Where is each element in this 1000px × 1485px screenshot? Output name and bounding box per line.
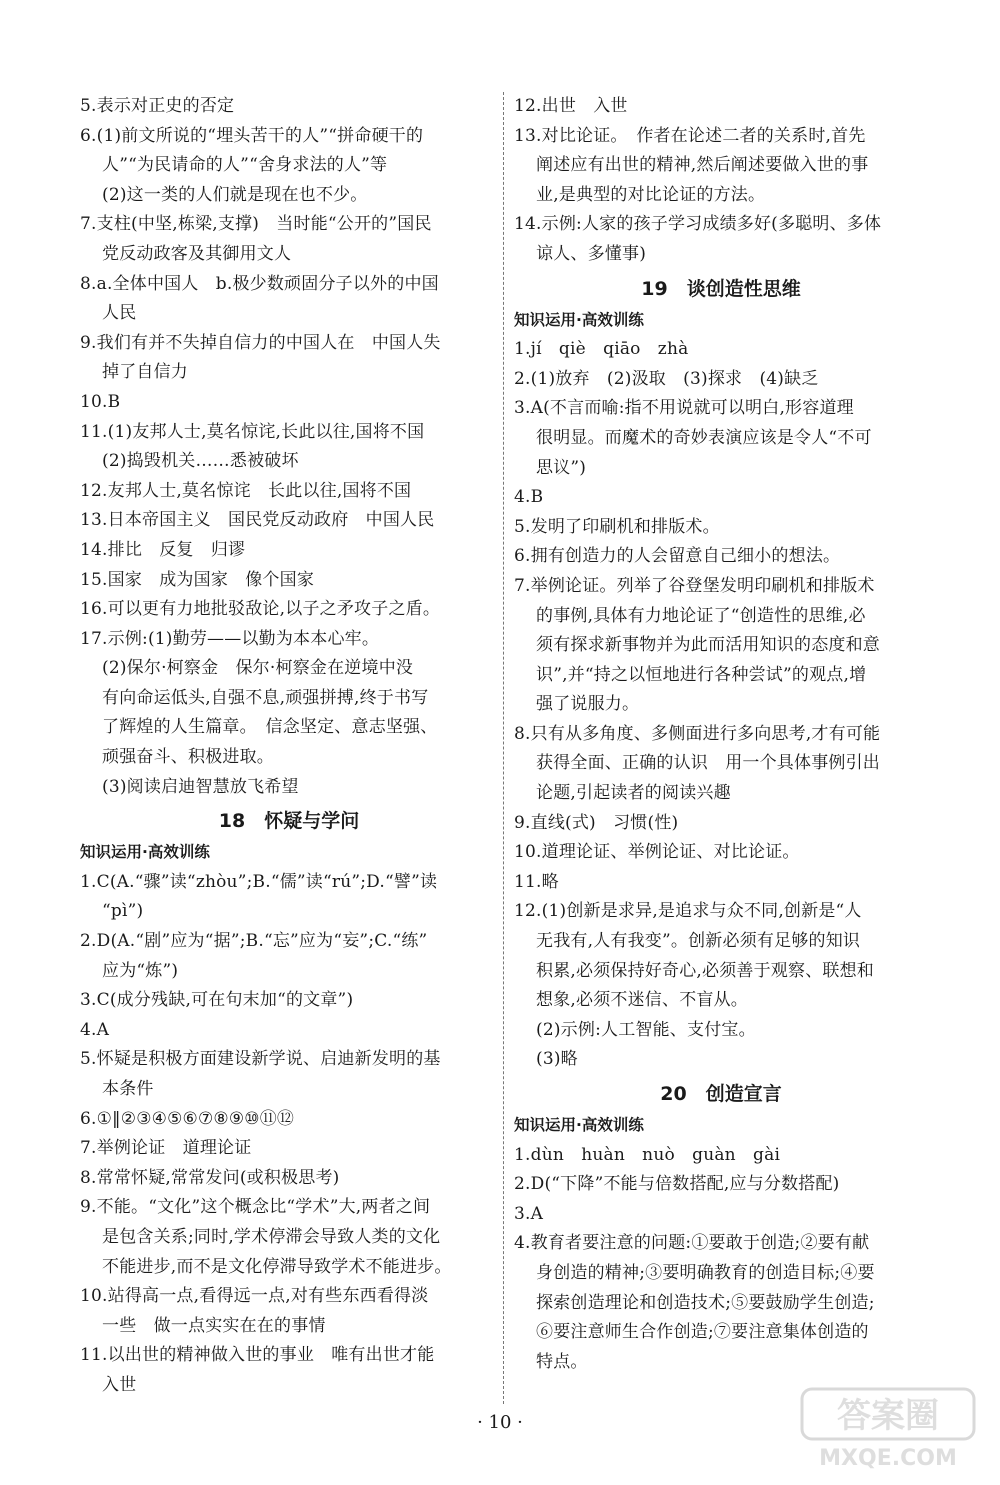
answer-line: 4.A [80, 1019, 110, 1040]
answer-line: 11.以出世的精神做入世的事业 唯有出世才能 [80, 1345, 435, 1366]
answer-line: 1.jí qiè qiāo zhà [514, 339, 689, 360]
answer-line: 14.排比 反复 归谬 [80, 539, 246, 560]
answer-line: 强了说服力。 [536, 694, 640, 715]
answer-line: 5.怀疑是积极方面建设新学说、启迪新发明的基 [80, 1049, 441, 1070]
watermark-bottom: MXQE.COM [819, 1446, 957, 1471]
answer-line: 14.示例:人家的孩子学习成绩多好(多聪明、多体 [514, 214, 882, 235]
answer-line: “pì”) [102, 901, 144, 922]
page-number: · 10 · [477, 1412, 523, 1433]
answer-line: 9.我们有并不失掉自信力的中国人在 中国人失 [80, 332, 441, 353]
section-subheading: 知识运用·高效训练 [80, 843, 210, 862]
answer-line: 7.举例论证 道理论证 [80, 1138, 252, 1159]
answer-line: 是包含关系;同时,学术停滞会导致人类的文化 [102, 1226, 441, 1247]
answer-line: 2.(1)放弃 (2)汲取 (3)探求 (4)缺乏 [514, 368, 819, 389]
answer-line: 16.可以更有力地批驳敌论,以子之矛攻子之盾。 [80, 599, 441, 620]
answer-line: 2.D(“下降”不能与倍数搭配,应与分数搭配) [514, 1174, 840, 1195]
answer-line: (2)捣毁机关……悉被破坏 [102, 451, 299, 472]
answer-line: 识”,并“持之以恒地进行各种尝试”的观点,增 [536, 664, 867, 685]
answer-line: 一些 做一点实实在在的事情 [102, 1315, 326, 1336]
answer-line: 17.示例:(1)勤劳——以勤为本本心牢。 [80, 628, 380, 649]
answer-line: 特点。 [536, 1351, 588, 1372]
answer-line: 想象,必须不迷信、不盲从。 [536, 990, 749, 1011]
answer-line: 9.直线(式) 习惯(性) [514, 812, 679, 833]
answer-line: 须有探求新事物并为此而活用知识的态度和意 [536, 635, 880, 656]
answer-line: 3.A [514, 1203, 544, 1224]
watermark-top: 答案圈 [837, 1396, 939, 1436]
answer-line: 4.教育者要注意的问题:①要敢于创造;②要有献 [514, 1233, 870, 1254]
answer-line: 8.a.全体中国人 b.极少数顽固分子以外的中国 [80, 273, 439, 294]
section-title: 19 谈创造性思维 [641, 277, 801, 300]
answer-line: 13.对比论证。 作者在论述二者的关系时,首先 [514, 125, 866, 146]
answer-line: 6.①‖②③④⑤⑥⑦⑧⑨⑩⑪⑫ [80, 1108, 295, 1129]
answer-line: 8.常常怀疑,常常发问(或积极思考) [80, 1167, 340, 1188]
answer-line: 12.友邦人士,莫名惊诧 长此以往,国将不国 [80, 480, 412, 501]
answer-line: 掉了自信力 [102, 362, 188, 383]
answer-line: 不能进步,而不是文化停滞导致学术不能进步。 [102, 1256, 452, 1277]
answer-line: 积累,必须保持好奇心,必须善于观察、联想和 [536, 960, 875, 981]
answer-line: (2)这一类的人们就是现在也不少。 [102, 184, 368, 205]
answer-line: 10.道理论证、举例论证、对比论证。 [514, 842, 800, 863]
answer-line: 13.日本帝国主义 国民党反动政府 中国人民 [80, 510, 435, 531]
answer-line: 业,是典型的对比论证的方法。 [536, 184, 766, 205]
answer-line: 应为“炼”) [102, 960, 179, 981]
answer-line: 11.(1)友邦人士,莫名惊诧,长此以往,国将不国 [80, 421, 425, 442]
section-title: 18 怀疑与学问 [218, 810, 360, 833]
answer-line: 本条件 [102, 1079, 154, 1099]
answer-line: ⑥要注意师生合作创造;⑦要注意集体创造的 [536, 1322, 869, 1343]
watermark-logo [798, 1385, 978, 1471]
answer-line: (2)示例:人工智能、支付宝。 [536, 1019, 756, 1040]
answer-line: 很明显。而魔术的奇妙表演应该是令人“不可 [536, 427, 872, 448]
answer-line: 7.举例论证。列举了谷登堡发明印刷机和排版术 [514, 575, 875, 596]
answer-line: 1.dùn huàn nuò guàn gài [514, 1144, 781, 1165]
answer-line: 人”“为民请命的人”“舍身求法的人”等 [102, 155, 388, 176]
answer-line: 12.出世 入世 [514, 96, 628, 116]
answer-line: 10.站得高一点,看得远一点,对有些东西看得淡 [80, 1286, 429, 1307]
answer-line: 7.支柱(中坚,栋梁,支撑) 当时能“公开的”国民 [80, 214, 432, 235]
answer-line: 8.只有从多角度、多侧面进行多向思考,才有可能 [514, 723, 881, 744]
answer-line: (3)阅读启迪智慧放飞希望 [102, 776, 299, 797]
answer-line: 人民 [102, 303, 137, 324]
answer-line: 顽强奋斗、积极进取。 [102, 747, 274, 768]
answer-line: 无我有,人有我变”。创新必须有足够的知识 [536, 931, 861, 952]
answer-line: 探索创造理论和创造技术;⑤要鼓励学生创造; [536, 1292, 875, 1313]
answer-line: 10.B [80, 391, 121, 412]
answer-line: 9.不能。“文化”这个概念比“学术”大,两者之间 [80, 1197, 431, 1218]
answer-line: 2.D(A.“剧”应为“据”;B.“忘”应为“妄”;C.“练” [80, 931, 428, 952]
right-column [514, 92, 928, 1377]
answer-line: (3)略 [536, 1049, 578, 1070]
answer-line: 1.C(A.“骤”读“zhòu”;B.“儒”读“rú”;D.“譬”读 [80, 871, 438, 892]
answer-line: 3.C(成分残缺,可在句末加“的文章”) [80, 990, 354, 1011]
section-title: 20 创造宣言 [660, 1083, 782, 1105]
section-subheading: 知识运用·高效训练 [514, 1116, 644, 1134]
answer-line: 12.(1)创新是求异,是追求与众不同,创新是“人 [514, 901, 862, 922]
answer-line: 11.略 [514, 871, 559, 892]
section-subheading: 知识运用·高效训练 [514, 310, 644, 329]
answer-line: (2)保尔·柯察金 保尔·柯察金在逆境中没 [102, 658, 414, 679]
answer-line: 入世 [102, 1374, 137, 1395]
answer-line: 身创造的精神;③要明确教育的创造目标;④要 [536, 1262, 875, 1283]
answer-line: 党反动政客及其御用文人 [102, 243, 292, 264]
answer-line: 思议”) [536, 457, 587, 478]
answer-line: 了辉煌的人生篇章。 信念坚定、意志坚强、 [102, 717, 438, 738]
answer-line: 6.拥有创造力的人会留意自己细小的想法。 [514, 546, 841, 567]
column-divider [503, 92, 504, 1404]
answer-line: 论题,引起读者的阅读兴趣 [536, 783, 731, 804]
answer-line: 5.表示对正史的否定 [80, 96, 235, 116]
answer-line: 15.国家 成为国家 像个国家 [80, 569, 315, 590]
answer-line: 4.B [514, 487, 544, 508]
answer-line: 6.(1)前文所说的“埋头苦干的人”“拼命硬干的 [80, 125, 424, 146]
answer-line: 的事例,具体有力地论证了“创造性的思维,必 [536, 605, 866, 626]
answer-line: 有向命运低头,自强不息,顽强拼搏,终于书写 [102, 687, 429, 708]
answer-line: 3.A(不言而喻:指不用说就可以明白,形容道理 [514, 398, 854, 419]
left-column [80, 92, 498, 1401]
answer-line: 阐述应有出世的精神,然后阐述要做入世的事 [536, 155, 869, 176]
answer-line: 谅人、多懂事) [536, 243, 647, 264]
answer-line: 5.发明了印刷机和排版术。 [514, 516, 720, 537]
answer-line: 获得全面、正确的认识 用一个具体事例引出 [536, 753, 880, 774]
